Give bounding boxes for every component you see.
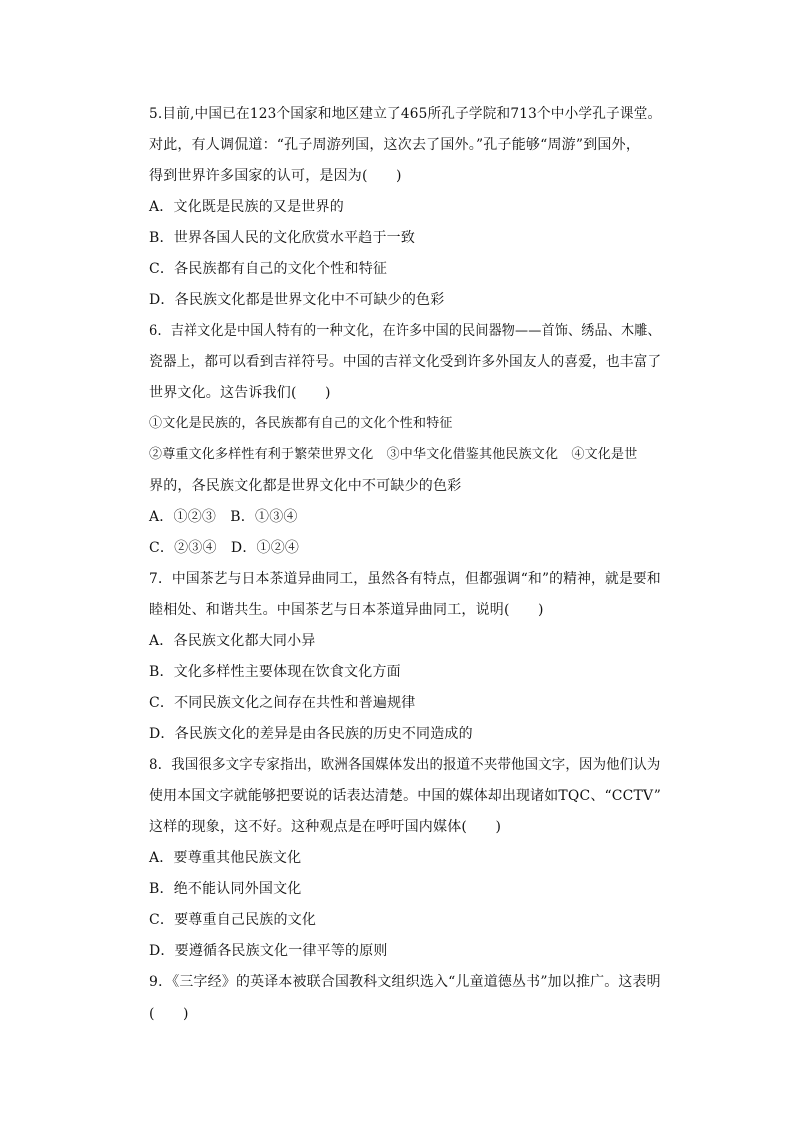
q7-option-b: B．文化多样性主要体现在饮食文化方面	[149, 664, 401, 680]
q6-options-cd: C．②③④ D．①②④	[149, 540, 300, 556]
q7-option-d: D．各民族文化的差异是由各民族的历史不同造成的	[149, 726, 473, 742]
q5-stem-line-2: 对此，有人调侃道：“孔子周游列国，这次去了国外。”孔子能够“周游”到国外，	[149, 137, 641, 153]
q6-statement-3: 界的，各民族文化都是世界文化中不可缺少的色彩	[149, 478, 462, 494]
q6-statement-2: ②尊重文化多样性有利于繁荣世界文化 ③中华文化借鉴其他民族文化 ④文化是世	[149, 447, 638, 462]
q6-stem-line-1: 6．吉祥文化是中国人特有的一种文化，在许多中国的民间器物——首饰、绣品、木雕、	[149, 323, 661, 339]
q8-option-a: A．要尊重其他民族文化	[149, 850, 302, 866]
q6-stem-line-2: 瓷器上，都可以看到吉祥符号。中国的吉祥文化受到许多外国友人的喜爱，也丰富了	[149, 354, 662, 370]
q8-option-b: B．绝不能认同外国文化	[149, 881, 302, 897]
q5-option-b: B．世界各国人民的文化欣赏水平趋于一致	[149, 230, 416, 246]
q5-option-d: D．各民族文化都是世界文化中不可缺少的色彩	[149, 292, 445, 308]
q7-stem-line-1: 7．中国茶艺与日本茶道异曲同工，虽然各有特点，但都强调“和”的精神，就是要和	[149, 571, 661, 587]
q8-stem-line-3: 这样的现象，这不好。这种观点是在呼吁国内媒体( )	[149, 819, 502, 835]
q8-stem-line-2: 使用本国文字就能够把要说的话表达清楚。中国的媒体却出现诸如TQC、“CCTV”	[149, 788, 662, 804]
q7-stem-line-2: 睦相处、和谐共生。中国茶艺与日本茶道异曲同工，说明( )	[149, 602, 544, 618]
q5-option-a: A．文化既是民族的又是世界的	[149, 199, 344, 215]
q5-stem-line-1: 5.目前,中国已在123个国家和地区建立了465所孔子学院和713个中小学孔子课堂。	[149, 106, 662, 122]
q6-stem-line-3: 世界文化。这告诉我们( )	[149, 385, 331, 401]
q9-stem-line-1: 9．《三字经》的英译本被联合国教科文组织选入“儿童道德丛书”加以推广。这表明	[149, 974, 661, 990]
q6-options-ab: A．①②③ B．①③④	[149, 509, 298, 525]
q9-stem-line-2: ( )	[149, 1006, 189, 1022]
q8-option-c: C．要尊重自己民族的文化	[149, 912, 317, 928]
q8-stem-line-1: 8．我国很多文字专家指出，欧洲各国媒体发出的报道不夹带他国文字，因为他们认为	[149, 757, 661, 773]
q6-statement-1: ①文化是民族的，各民族都有自己的文化个性和特征	[149, 416, 453, 431]
q8-option-d: D．要遵循各民族文化一律平等的原则	[149, 943, 388, 959]
q7-option-a: A．各民族文化都大同小异	[149, 633, 316, 649]
q7-option-c: C．不同民族文化之间存在共性和普遍规律	[149, 695, 416, 711]
q5-stem-line-3: 得到世界许多国家的认可，是因为( )	[149, 168, 402, 184]
q5-option-c: C．各民族都有自己的文化个性和特征	[149, 261, 388, 277]
